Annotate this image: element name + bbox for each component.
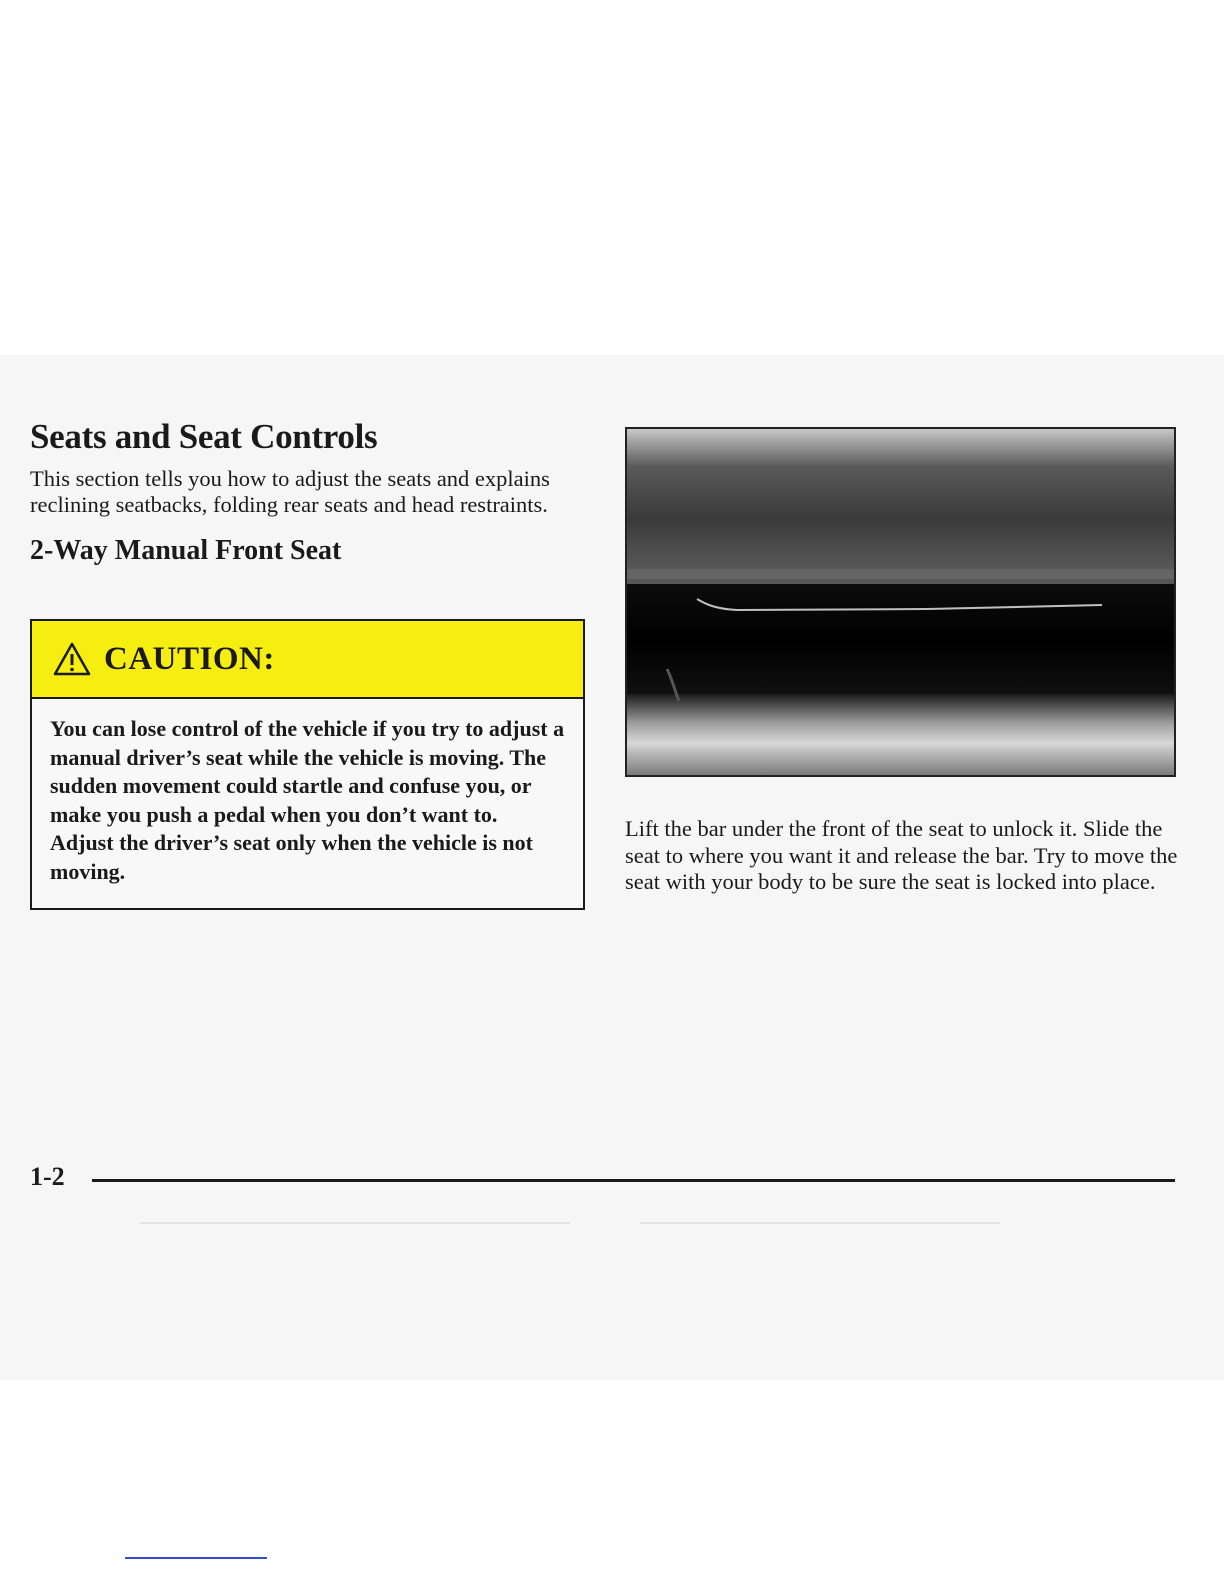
subsection-title: 2-Way Manual Front Seat (30, 535, 342, 566)
warning-triangle-icon (52, 641, 92, 677)
section-title: Seats and Seat Controls (30, 417, 378, 456)
caution-box (30, 619, 585, 910)
caution-header (32, 621, 583, 699)
seat-bar-photo (625, 427, 1176, 777)
faint-divider-left (140, 1222, 570, 1224)
faint-divider-right (640, 1222, 1000, 1224)
footer-rule (92, 1179, 1175, 1182)
bottom-link-underline (125, 1557, 267, 1559)
caution-text: You can lose control of the vehicle if you try to adjust a manual driver’s seat while the vehicle is moving. The sudden movement could startle and confuse you, or make you push a pedal when you don’t want to. Adjust the driver’s seat only when the vehicle is not moving. (50, 716, 565, 884)
instruction-text: Lift the bar under the front of the seat to unlock it. Slide the seat to where you want it and release the bar. Try to move the seat with your body to be sure the seat is locked into place. (625, 816, 1178, 894)
section-intro: This section tells you how to adjust the seats and explains reclining seatbacks, folding rear seats and head restraints. (30, 466, 550, 517)
caution-label: CAUTION: (104, 640, 275, 677)
left-column (30, 416, 590, 568)
page-number: 1-2 (30, 1162, 65, 1191)
